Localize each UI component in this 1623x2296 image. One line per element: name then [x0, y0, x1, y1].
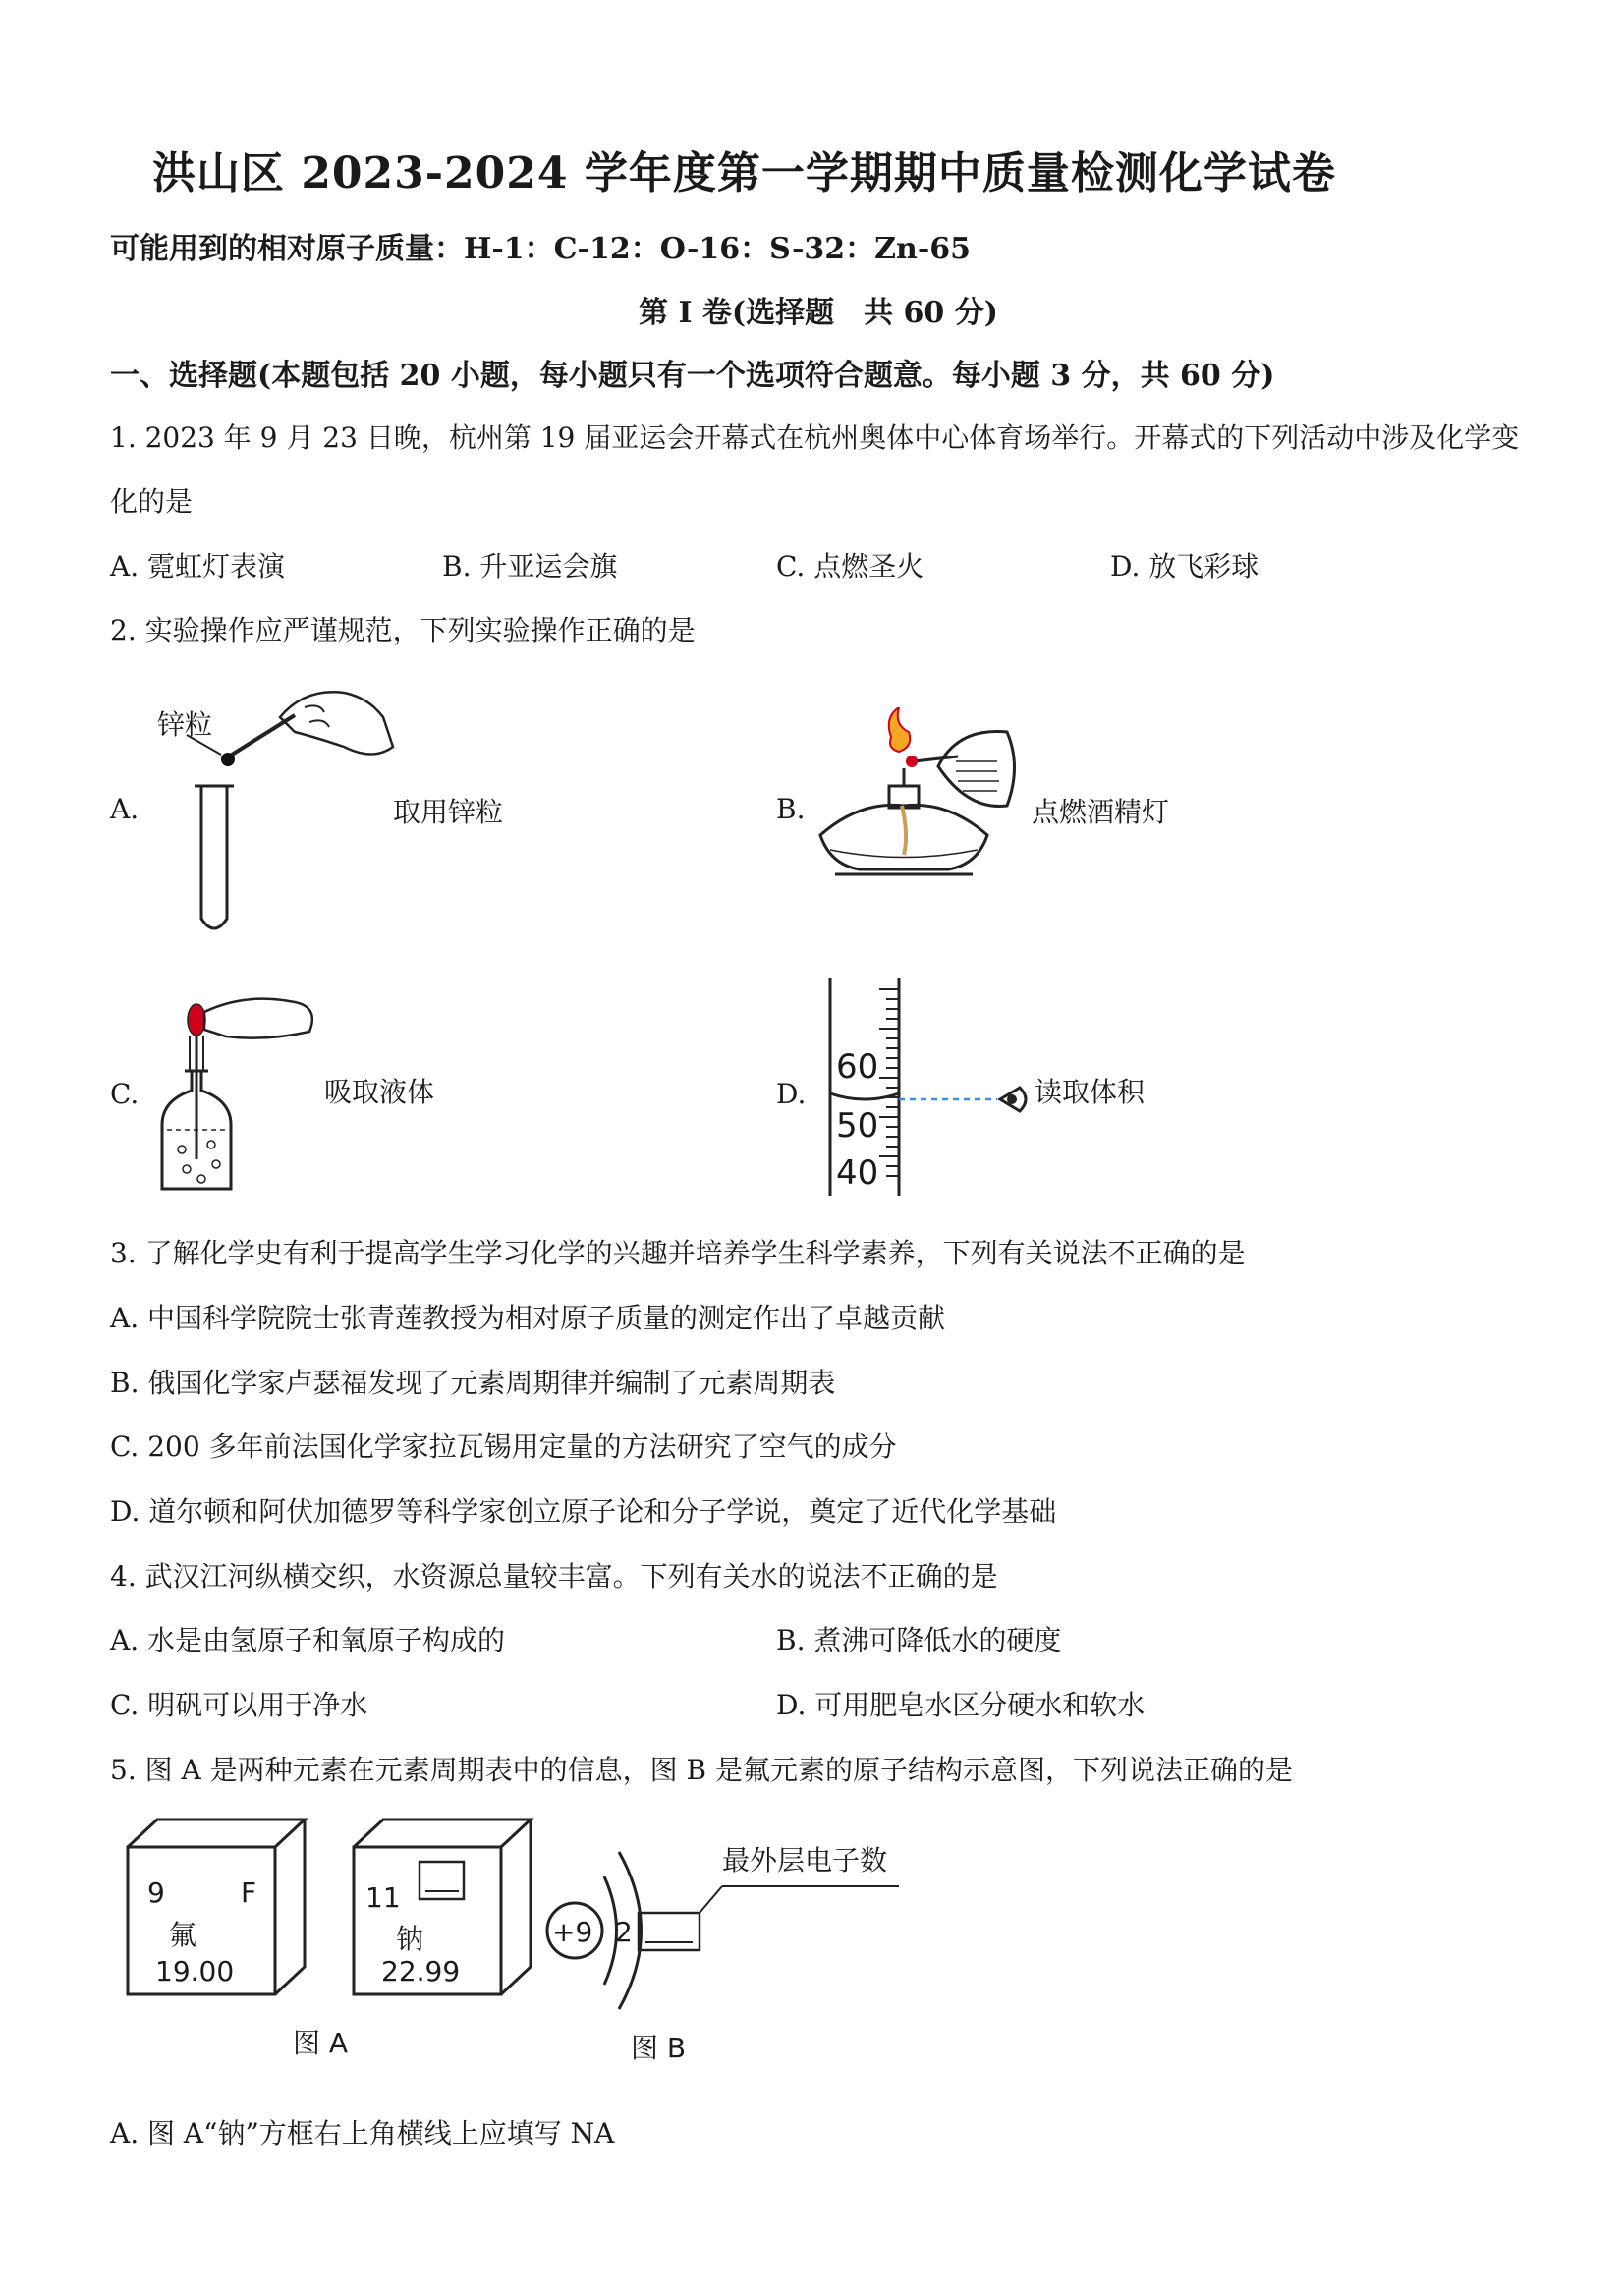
inner-shell-electrons: 2	[615, 1916, 633, 1948]
q2-option-c-caption: 吸取液体	[324, 1076, 435, 1108]
q4-option-d: D. 可用肥皂水区分硬水和软水	[776, 1689, 1146, 1721]
q2-option-b-letter: B.	[776, 793, 806, 825]
q2-option-c-letter: C.	[110, 1078, 140, 1110]
q3-option-b: B. 俄国化学家卢瑟福发现了元素周期律并编制了元素周期表	[110, 1367, 836, 1399]
q1-option-b: B. 升亚运会旗	[442, 550, 618, 583]
q1-option-a: A. 霓虹灯表演	[110, 550, 286, 583]
zinc-test-tube-figure	[147, 678, 403, 943]
zinc-granule-label: 锌粒	[157, 708, 213, 741]
q1-stem-line2: 化的是	[110, 485, 194, 518]
dropper-bottle-figure	[147, 982, 324, 1199]
q3-option-a: A. 中国科学院院士张青莲教授为相对原子质量的测定作出了卓越贡献	[110, 1302, 946, 1334]
sodium-name: 钠	[396, 1923, 424, 1955]
q1-stem-line1: 1. 2023 年 9 月 23 日晚，杭州第 19 届亚运会开幕式在杭州奥体中心体育场举行。开幕式的下列活动中涉及化学变	[110, 421, 1520, 454]
exam-title: 洪山区 2023-2024 学年度第一学期期中质量检测化学试卷	[152, 148, 1336, 198]
q5-option-a: A. 图 A“钠”方框右上角横线上应填写 NA	[110, 2117, 615, 2150]
volume-heading: 第 I 卷(选择题 共 60 分)	[639, 296, 998, 330]
q1-option-d: D. 放飞彩球	[1110, 550, 1259, 583]
q2-option-b-caption: 点燃酒精灯	[1032, 796, 1170, 828]
fluorine-name: 氟	[169, 1919, 197, 1951]
sodium-mass: 22.99	[381, 1955, 461, 1988]
q3-stem: 3. 了解化学史有利于提高学生学习化学的兴趣并培养学生科学素养，下列有关说法不正确的是	[110, 1237, 1246, 1269]
q2-option-a-caption: 取用锌粒	[393, 796, 504, 828]
cylinder-mark-40: 40	[836, 1153, 879, 1193]
q3-option-c: C. 200 多年前法国化学家拉瓦锡用定量的方法研究了空气的成分	[110, 1430, 897, 1463]
fluorine-mass: 19.00	[155, 1955, 235, 1988]
q3-option-d: D. 道尔顿和阿伏加德罗等科学家创立原子论和分子学说，奠定了近代化学基础	[110, 1495, 1057, 1528]
q5-stem: 5. 图 A 是两种元素在元素周期表中的信息，图 B 是氟元素的原子结构示意图，下列说法正确的是	[110, 1754, 1294, 1786]
q4-option-b: B. 煮沸可降低水的硬度	[776, 1624, 1062, 1656]
cylinder-mark-50: 50	[836, 1106, 879, 1146]
fluorine-number: 9	[147, 1876, 165, 1909]
atomic-masses: 可能用到的相对原子质量：H-1：C-12：O-16：S-32：Zn-65	[110, 232, 972, 266]
cylinder-mark-60: 60	[836, 1047, 879, 1087]
q2-stem: 2. 实验操作应严谨规范，下列实验操作正确的是	[110, 614, 696, 646]
figure-a-caption: 图 A	[293, 2027, 349, 2059]
nucleus-charge: +9	[552, 1916, 593, 1948]
q2-option-d-letter: D.	[776, 1078, 807, 1110]
outer-shell-callout: 最外层电子数	[722, 1844, 888, 1876]
q4-option-a: A. 水是由氢原子和氧原子构成的	[110, 1624, 506, 1656]
q2-option-a-letter: A.	[110, 793, 140, 825]
figure-b-caption: 图 B	[631, 2032, 687, 2064]
sodium-number: 11	[365, 1881, 401, 1914]
q2-option-d-caption: 读取体积	[1035, 1076, 1146, 1108]
q4-option-c: C. 明矾可以用于净水	[110, 1689, 368, 1721]
fluorine-symbol: F	[241, 1876, 257, 1909]
alcohol-lamp-figure	[811, 707, 1027, 904]
q4-stem: 4. 武汉江河纵横交织，水资源总量较丰富。下列有关水的说法不正确的是	[110, 1560, 998, 1593]
q1-option-c: C. 点燃圣火	[776, 550, 924, 583]
section-heading: 一、选择题(本题包括 20 小题，每小题只有一个选项符合题意。每小题 3 分，共 60 分)	[110, 359, 1275, 393]
